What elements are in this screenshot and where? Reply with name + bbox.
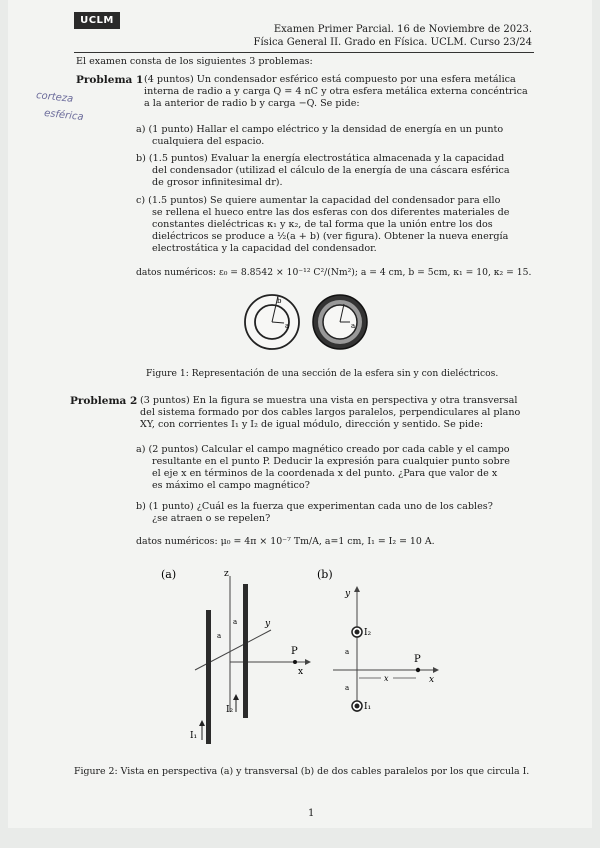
problem2-part-b-line: ¿se atraen o se repelen? (152, 513, 271, 524)
uclm-logo: UCLM (74, 12, 120, 29)
handwritten-note-1: corteza (35, 90, 74, 105)
problem2-statement-line: del sistema formado por dos cables largos paralelos, perpendiculares al plano (140, 407, 521, 418)
current-i1-label: I₁ (190, 731, 198, 741)
figure1-spheres (240, 292, 370, 354)
problem2-data: datos numéricos: μ₀ = 4π × 10⁻⁷ Tm/A, a=1 cm, I₁ = I₂ = 10 A. (136, 536, 435, 547)
figure1-caption: Figure 1: Representación de una sección de la esfera sin y con dieléctricos. (146, 368, 499, 379)
y-axis-b-label: y (345, 589, 351, 599)
wire-i1-label: I₁ (364, 702, 372, 712)
figure2-caption: Figure 2: Vista en perspectiva (a) y transversal (b) de dos cables paralelos por los que circula I. (74, 766, 530, 777)
y-axis-label: y (265, 619, 271, 629)
distance-a-label: a (233, 618, 238, 626)
problem2-part-b-line: b) (1 punto) ¿Cuál es la fuerza que experimentan cada uno de los cables? (136, 501, 493, 512)
point-p-b (416, 668, 420, 672)
problem2-title: Problema 2 (70, 395, 138, 407)
current-i1-arrowhead (199, 720, 205, 726)
problem1-title: Problema 1 (76, 74, 144, 86)
wire-i2-label: I₂ (364, 628, 372, 638)
fig2b-label: (b) (317, 568, 333, 581)
figure2a-perspective (155, 562, 330, 752)
z-axis-label: z (224, 569, 229, 579)
wire-i1-dot (355, 704, 360, 709)
header-line-1: Examen Primer Parcial. 16 de Noviembre de 2023. (273, 24, 532, 35)
x-axis-arrow (305, 659, 311, 665)
page-number: 1 (308, 808, 315, 819)
label-a: a (285, 322, 290, 330)
problem1-part-c-line: electrostática y la capacidad del condensador. (152, 243, 377, 254)
problem1-statement-line: interna de radio a y carga Q = 4 nC y otra esfera metálica externa concéntrica (144, 86, 528, 97)
fig2a-label: (a) (161, 568, 177, 581)
x-axis-label: x (298, 667, 304, 677)
problem2-statement-line: (3 puntos) En la figura se muestra una vista en perspectiva y otra transversal (140, 395, 518, 406)
problem1-part-c-line: dieléctricos se produce a ½(a + b) (ver figura). Obtener la nueva energía (152, 231, 509, 242)
problem2-part-a-line: resultante en el punto P. Deducir la expresión para cualquier punto sobre (152, 456, 510, 467)
distance-a-label: a (217, 632, 222, 640)
problem1-part-c-line: constantes dieléctricas κ₁ y κ₂, de tal forma que la unión entre los dos (152, 219, 493, 230)
current-i2-arrowhead (233, 694, 239, 700)
x-axis-b-arrow (433, 667, 439, 673)
distance-a-b-top: a (345, 648, 350, 656)
x-axis-b-label: x (429, 675, 435, 685)
problem2-statement-line: XY, con corrientes I₁ y I₂ de igual módulo, dirección y sentido. Se pide: (140, 419, 484, 430)
point-p (293, 660, 297, 664)
problem1-statement-line: (4 puntos) Un condensador esférico está compuesto por una esfera metálica (144, 74, 516, 85)
point-p-label: P (291, 646, 298, 657)
problem1-data: datos numéricos: ε₀ = 8.8542 × 10⁻¹² C²/(Nm²); a = 4 cm, b = 5cm, κ₁ = 10, κ₂ = 15. (136, 267, 532, 278)
wire-1 (206, 610, 211, 744)
y-axis-b-arrow (354, 586, 360, 592)
intro-text: El examen consta de los siguientes 3 problemas: (76, 56, 313, 67)
current-i2-label: I₂ (226, 705, 234, 715)
label-a-2: a (351, 322, 356, 330)
distance-x-label: x (384, 674, 389, 683)
problem2-part-a-line: el eje x en términos de la coordenada x del punto. ¿Para que valor de x (152, 468, 498, 479)
label-b: b (277, 297, 282, 305)
figure2b-cross-section (315, 562, 445, 722)
problem1-part-b-line: b) (1.5 puntos) Evaluar la energía electrostática almacenada y la capacidad (136, 153, 505, 164)
handwritten-note-2: esférica (43, 107, 85, 124)
wire-i2-dot (355, 630, 360, 635)
problem2-part-a-line: es máximo el campo magnético? (152, 480, 310, 491)
point-p-b-label: P (414, 654, 421, 665)
problem1-part-b-line: del condensador (utilizad el cálculo de la energía de una cáscara esférica (152, 165, 510, 176)
problem2-part-a-line: a) (2 puntos) Calcular el campo magnético creado por cada cable y el campo (136, 444, 510, 455)
distance-a-b-bottom: a (345, 684, 350, 692)
problem1-statement-line: a la anterior de radio b y carga −Q. Se pide: (144, 98, 360, 109)
problem1-part-b-line: de grosor infinitesimal dr). (152, 177, 283, 188)
problem1-part-a-line: cualquiera del espacio. (152, 136, 265, 147)
problem1-part-c-line: se rellena el hueco entre las dos esferas con dos diferentes materiales de (152, 207, 510, 218)
problem1-part-a-line: a) (1 punto) Hallar el campo eléctrico y la densidad de energía en un punto (136, 124, 504, 135)
problem1-part-c-line: c) (1.5 puntos) Se quiere aumentar la capacidad del condensador para ello (136, 195, 501, 206)
header-line-2: Física General II. Grado en Física. UCLM. Curso 23/24 (253, 37, 532, 48)
wire-2 (243, 584, 248, 718)
header-rule (74, 52, 534, 53)
